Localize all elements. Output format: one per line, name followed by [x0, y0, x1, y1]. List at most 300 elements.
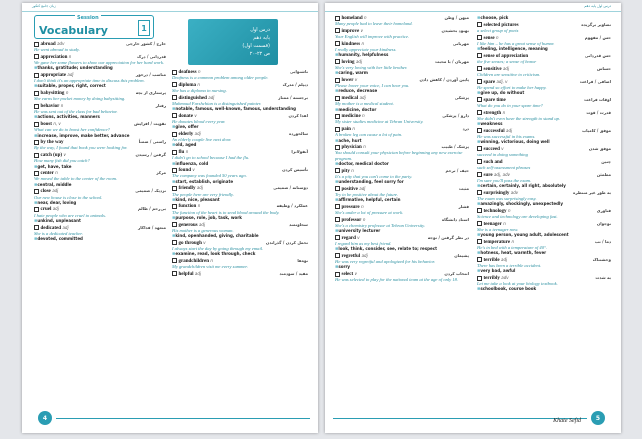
running-title: زبان جامع کنکور — [32, 4, 56, 8]
checkbox-square-icon — [172, 271, 177, 276]
checkbox-square-icon — [477, 97, 482, 102]
persian-meaning: راستی / ضمناً — [138, 139, 166, 145]
headword: medical — [341, 96, 359, 102]
vocab-entry — [172, 167, 308, 184]
vocab-entry — [477, 66, 611, 77]
checkbox-square-icon — [172, 222, 177, 227]
example-sentence: He's in bed with a temperature of 40°. — [477, 245, 548, 251]
headword: helpful — [178, 271, 194, 277]
example-sentence: He was successful in his exams. — [477, 133, 536, 139]
part-of-speech: adj — [62, 224, 69, 230]
persian-meaning: تصاویر برگزیده — [581, 21, 611, 27]
checkbox-square-icon — [172, 204, 177, 209]
example-sentence: I like him – he has a great sense of humor. — [477, 40, 555, 46]
part-of-speech: adj, v — [496, 78, 508, 84]
example-sentence: She is a dedicated teacher. — [34, 230, 83, 236]
headword: temperature — [483, 239, 511, 245]
vocab-column — [477, 15, 611, 417]
top-band — [325, 3, 621, 12]
example-sentence: My mother is a medical student. — [335, 101, 394, 107]
part-of-speech: n — [210, 257, 213, 263]
synonyms: ≡ purpose, role, job, task, work — [172, 215, 308, 220]
persian-meaning: حس قدردانی — [584, 52, 611, 58]
vocab-entry — [172, 185, 308, 202]
vocab-column — [172, 69, 308, 421]
headword: grandchildren — [178, 258, 209, 264]
checkbox-square-icon — [477, 190, 482, 195]
checkbox-square-icon — [477, 239, 482, 244]
headword: pity — [341, 168, 350, 174]
headword: selected pictures — [483, 22, 519, 28]
vocab-entry — [477, 172, 611, 189]
persian-meaning: حیف / ترحم — [445, 167, 469, 173]
vocab-column — [335, 15, 469, 417]
example-sentence: She's under a lot of pressure at work. — [335, 210, 404, 215]
vocab-entry — [335, 235, 469, 252]
vocab-entry — [335, 217, 469, 234]
checkbox-square-icon — [34, 207, 39, 212]
vocab-entry — [34, 225, 166, 242]
headword: dedicated — [40, 225, 62, 231]
headword: strength — [483, 110, 502, 116]
vocab-entry — [34, 188, 166, 205]
part-of-speech: n — [185, 149, 189, 155]
example-sentence: By the way, I found that book you were looking for. — [34, 145, 128, 151]
example-sentence: My sister studies medicine at Tehran University. — [335, 119, 424, 125]
part-of-speech: v — [360, 27, 363, 33]
persian-meaning: اهدا کردن — [288, 112, 308, 118]
footer-line — [333, 418, 587, 419]
part-of-speech: n — [362, 113, 365, 119]
persian-meaning: اوقات فراغت — [584, 96, 611, 102]
persian-meaning: تقویت / افزایش — [134, 121, 166, 127]
example-sentence: He spend so effort to make her happy. — [477, 84, 547, 90]
vocab-entry — [335, 204, 469, 215]
checkbox-square-icon — [172, 168, 177, 173]
persian-meaning: دما / تب — [594, 238, 611, 244]
vocab-entry — [477, 35, 611, 52]
vocabulary-banner — [34, 15, 154, 39]
checkbox-square-icon — [477, 53, 482, 58]
part-of-speech: adv — [510, 189, 519, 195]
headword: sense — [483, 35, 495, 41]
vocab-entry — [172, 203, 308, 220]
persian-meaning: قدرت / قوت — [586, 109, 611, 115]
part-of-speech: v — [192, 167, 195, 173]
part-of-speech: adj — [194, 270, 202, 276]
synonyms: ≡ devoted, committed — [34, 236, 166, 241]
part-of-speech: n — [68, 53, 72, 59]
persian-meaning: ناشنوایی — [290, 69, 308, 74]
persian-meaning: مهربانی — [452, 40, 469, 46]
example-sentence: He donates blood every year. — [172, 119, 226, 125]
headword: teenager — [483, 221, 502, 227]
top-band — [22, 3, 318, 12]
example-sentence: a select group of poets — [477, 27, 519, 33]
persian-meaning: آنفولانزا — [291, 149, 308, 155]
example-sentence: We gave her some flowers to show our appreciation for her hard work. — [34, 60, 165, 66]
checkbox-square-icon — [172, 113, 177, 118]
part-of-speech: adj — [506, 127, 513, 133]
example-sentence: The company was founded 50 years ago. — [172, 173, 247, 179]
headword: found — [178, 168, 192, 174]
vocab-entry — [34, 206, 166, 223]
example-sentence: She's a chemistry professor at Tehran University. — [335, 222, 426, 228]
example-sentence: I always start the day by going through my email. — [172, 245, 264, 251]
example-sentence: The function of the heart is to send blood around the body. — [172, 209, 280, 215]
headword: catch (up) — [40, 153, 63, 159]
synonyms: ≡ central, middle — [34, 182, 166, 187]
example-sentence: I really appreciate your kindness. — [335, 47, 397, 53]
persian-meaning: مفید / سودمند — [279, 270, 308, 276]
headword: professor — [341, 217, 362, 223]
part-of-speech: adj — [208, 94, 215, 100]
headword: positive — [341, 186, 358, 192]
persian-meaning: دیپلم / مدرک — [282, 81, 308, 87]
session-label: Session — [77, 15, 99, 21]
persian-meaning: عملکرد / وظیفه — [276, 203, 308, 209]
example-sentence: What do you do in your spare time? — [477, 102, 543, 108]
example-sentence: I don't think it's an appropriate time to discuss this problem. — [34, 78, 145, 84]
example-sentence: She's very loving with her little brother. — [335, 65, 408, 71]
vocab-entry — [34, 121, 166, 138]
example-sentence: You should consult your physician before beginning any new exercise program. — [335, 150, 463, 161]
part-of-speech: n — [507, 207, 511, 213]
left-page — [22, 3, 318, 433]
vocab-entry — [477, 53, 611, 64]
example-sentence: He was very regretful and apologized for his behavior. — [335, 259, 436, 265]
headword: medicine — [341, 114, 361, 120]
headword: pain — [341, 127, 351, 133]
headword: successful — [483, 128, 505, 134]
persian-meaning: تأسیس کردن — [282, 167, 308, 173]
checkbox-square-icon — [477, 257, 482, 262]
vocab-entry — [335, 126, 469, 143]
vocab-entry — [335, 59, 469, 76]
synonyms: ≡ ache, hurt — [335, 138, 469, 143]
headword: distinguished — [178, 95, 207, 101]
headword: spare — [483, 79, 496, 85]
headword: spare time — [483, 97, 506, 103]
part-of-speech: adj — [52, 188, 59, 194]
headword: babysitting — [40, 91, 65, 97]
vocab-entry — [172, 271, 308, 277]
synonyms: ≡ get, have, take — [34, 164, 166, 169]
vocab-entry — [477, 257, 611, 274]
example-sentence: The people here are very friendly. — [172, 191, 234, 197]
checkbox-square-icon — [477, 79, 482, 84]
vocab-entry — [34, 90, 166, 101]
synonyms: ≡ certain, certainly, all right, absolutely — [477, 183, 611, 188]
vocab-entry — [477, 110, 611, 127]
part-of-speech: adj — [198, 221, 206, 227]
checkbox-square-icon — [477, 276, 482, 281]
persian-meaning: دوستانه / صمیمی — [273, 185, 308, 191]
headword: pressure — [341, 204, 360, 210]
checkbox-square-icon — [477, 22, 482, 27]
headword: go through — [178, 240, 202, 246]
synonyms: ≡ near, dear, loving — [34, 200, 166, 205]
example-sentence: We moved the table to the center of the room. — [34, 176, 118, 182]
vocab-entry — [172, 258, 308, 269]
part-of-speech: adj — [355, 58, 363, 64]
persian-meaning: به شدت — [595, 275, 611, 281]
synonyms: ≡ give, offer — [172, 124, 308, 129]
persian-meaning: پایین آوردن / کاهش دادن — [419, 77, 469, 83]
headword: regard — [341, 235, 356, 241]
part-of-speech: v — [63, 152, 66, 158]
checkbox-square-icon — [335, 59, 340, 64]
headword: friendly — [178, 186, 196, 192]
headword: physician — [341, 145, 362, 151]
running-title: درس اول پایه دهم — [584, 4, 611, 8]
checkbox-square-icon — [172, 150, 177, 155]
persian-meaning: اضافی / فراغت — [579, 78, 611, 84]
persian-meaning: مهربان / با محبت — [435, 58, 469, 64]
synonyms: ≡ old, aged — [172, 142, 308, 147]
vocab-entry — [335, 41, 469, 58]
persian-meaning: سالخورده — [288, 131, 308, 137]
synonyms: ≡ affirmative, helpful, certain — [335, 197, 469, 202]
example-sentence: Mahmoud Farshchian is a distinguished painter. — [172, 101, 262, 107]
vocab-entry — [477, 97, 611, 108]
persian-meaning: سخاوتمند — [289, 221, 308, 227]
part-of-speech: v — [501, 145, 504, 151]
synonyms: ≡ choose, pick — [477, 15, 611, 20]
vocab-entry — [477, 159, 611, 170]
synonyms: ≡ thanks, gratitude; understanding — [34, 65, 166, 70]
persian-meaning: پرستاری از بچه — [135, 90, 166, 96]
synonyms: ≡ notable, famous, well-known, famous, understanding — [172, 106, 308, 111]
checkbox-square-icon — [335, 186, 340, 191]
example-sentence: Many people had to leave their homeland. — [335, 21, 413, 27]
synonyms: ≡ examine, read, look through, check — [172, 251, 308, 256]
vocab-entry — [335, 144, 469, 166]
page-number: 5 — [591, 411, 605, 425]
persian-meaning: مرکز — [156, 170, 166, 176]
vocab-entry — [34, 103, 166, 120]
synonyms: ≡ doctor, medical doctor — [335, 161, 469, 166]
part-of-speech: n — [503, 220, 506, 226]
synonyms: ≡ unkind, unpleasant — [34, 218, 166, 223]
checkbox-square-icon — [335, 16, 340, 21]
vocab-entry — [477, 239, 611, 256]
checkbox-square-icon — [34, 122, 39, 127]
persian-meaning: خارج / کشور خارجی — [125, 41, 166, 46]
synonyms: ≡ give up, do without — [477, 90, 611, 95]
example-sentence: I didn't go to school because I had the flu. — [172, 155, 250, 161]
example-sentence: Let me take a look at your biology textbook. — [477, 281, 558, 287]
headword: improve — [341, 28, 360, 34]
persian-meaning: برجسته / ممتاز — [278, 94, 308, 100]
headword: diploma — [178, 82, 197, 88]
example-sentence: Try to be positive about the future. — [335, 191, 399, 197]
checkbox-square-icon — [477, 66, 482, 71]
checkbox-square-icon — [335, 204, 340, 209]
part-of-speech: n — [362, 216, 366, 222]
checkbox-square-icon — [477, 128, 482, 133]
headword: elderly — [178, 132, 194, 138]
headword: kindness — [341, 41, 361, 47]
headword: terrible — [483, 257, 500, 263]
vocab-entry — [34, 170, 166, 187]
part-of-speech: n — [55, 170, 58, 176]
vocab-entry — [34, 152, 166, 169]
persian-meaning: پزشکی — [454, 95, 469, 101]
checkbox-square-icon — [335, 145, 340, 150]
vocab-entry — [172, 149, 308, 166]
persian-meaning: چنین — [601, 158, 611, 164]
checkbox-square-icon — [34, 189, 39, 194]
checkbox-square-icon — [335, 217, 340, 222]
right-page — [325, 3, 621, 433]
checkbox-square-icon — [477, 146, 482, 151]
headword: sense of appreciation — [483, 53, 529, 59]
session-number: 1 — [138, 20, 150, 36]
persian-meaning: تحمل کردن / گذراندن — [265, 239, 308, 245]
synonyms: ≡ young person, young adult, adolescent — [477, 232, 611, 237]
example-sentence: The exam was surprisingly easy. — [477, 195, 537, 201]
checkbox-square-icon — [335, 28, 340, 33]
synonyms: ≡ kind, nice, pleasant — [172, 197, 308, 202]
checkbox-square-icon — [34, 42, 39, 47]
headword: by the way — [40, 140, 64, 146]
synonyms: ≡ look, think, consider, see, relate to; respect — [335, 246, 469, 251]
synonyms: ≡ sorry — [335, 264, 469, 269]
persian-meaning: مناسب / درخور — [135, 72, 166, 78]
part-of-speech: n — [363, 144, 366, 150]
headword: homeland — [341, 16, 363, 21]
vocab-entry — [172, 131, 308, 148]
vocab-entry — [477, 190, 611, 207]
synonyms: ≡ feeling, intelligence, meaning — [477, 46, 611, 51]
persian-meaning: وحشتناک — [592, 256, 611, 262]
persian-meaning: فناوری — [596, 207, 611, 213]
example-sentence: She has a diploma in nursing. — [172, 88, 227, 94]
checkbox-square-icon — [34, 153, 39, 158]
headword: flu — [178, 150, 185, 156]
checkbox-square-icon — [477, 221, 482, 226]
vocab-entry — [335, 15, 469, 26]
example-sentence: the five senses; a sense of honor — [477, 58, 537, 64]
example-sentence: I'm sure you'll pass the exam. — [477, 177, 532, 183]
checkbox-square-icon — [335, 235, 340, 240]
persian-meaning: پزشک / طبیب — [441, 144, 469, 150]
checkbox-square-icon — [477, 208, 482, 213]
example-sentence: He was selected to play for the national team at the age of only 18. — [335, 277, 459, 283]
part-of-speech: adj — [361, 252, 368, 258]
checkbox-square-icon — [477, 172, 482, 177]
headword: appropriate — [40, 73, 66, 79]
vocab-entry — [477, 128, 611, 145]
example-sentence: Our new house is close to the school. — [34, 194, 103, 200]
headword: succeed — [483, 146, 500, 152]
example-sentence: Deafness is a common problem among older people. — [172, 75, 269, 81]
lesson-line: ص ۲۲-۲۰ — [249, 51, 270, 57]
example-sentence: Your English will improve with practice. — [335, 34, 410, 40]
synonyms: ≡ winning, victorious, doing well — [477, 139, 611, 144]
checkbox-square-icon — [172, 95, 177, 100]
headword: deafness — [178, 70, 197, 75]
checkbox-square-icon — [34, 171, 39, 176]
part-of-speech: adj — [52, 206, 59, 212]
part-of-speech: adj — [194, 131, 201, 137]
headword: sensitive — [483, 66, 502, 72]
part-of-speech: n — [496, 34, 499, 40]
part-of-speech: v — [354, 77, 358, 83]
headword: appreciation — [40, 54, 68, 60]
checkbox-square-icon — [335, 78, 340, 83]
persian-meaning: حساس — [597, 65, 611, 71]
vocab-entry — [477, 275, 611, 292]
persian-meaning: استاد دانشگاه — [441, 216, 469, 222]
persian-meaning: دارو / پزشکی — [442, 113, 469, 119]
checkbox-square-icon — [34, 104, 39, 109]
vocab-entry — [477, 15, 611, 20]
synonyms: ≡ start, establish, originate — [172, 179, 308, 184]
vocab-entry — [34, 54, 166, 71]
persian-meaning: موفق / کامیاب — [582, 127, 611, 133]
persian-meaning: قدردانی / درک — [137, 53, 166, 59]
part-of-speech: n — [352, 126, 355, 132]
part-of-speech: adj — [67, 72, 74, 78]
headword: behavior — [40, 104, 60, 110]
part-of-speech: v — [354, 271, 357, 277]
part-of-speech: adj — [501, 256, 508, 262]
synonyms: ≡ reduce, decrease — [335, 88, 469, 93]
headword: such and — [483, 159, 503, 165]
persian-meaning: فشار — [458, 203, 469, 209]
vocab-entry — [477, 79, 611, 96]
synonyms: ≡ kind, openhanded, giving, charitable — [172, 233, 308, 238]
example-sentence: She earns her pocket money by doing babysitting. — [34, 96, 126, 102]
example-sentence: I regard him as my best friend. — [335, 241, 392, 247]
example-sentence: Science and technology are developing fast. — [477, 214, 558, 219]
vocab-entry — [335, 113, 469, 124]
headword: function — [178, 204, 197, 210]
part-of-speech: n — [197, 203, 201, 209]
lesson-line: (قسمت اول) — [242, 43, 270, 49]
checkbox-square-icon — [34, 54, 39, 59]
part-of-speech: adj — [359, 95, 366, 101]
vocab-entry — [335, 253, 469, 270]
persian-meaning: انتخاب کردن — [444, 271, 469, 277]
author-signature: Khate Sefid — [553, 418, 581, 424]
part-of-speech: n — [197, 69, 201, 74]
part-of-speech: n — [364, 15, 367, 20]
checkbox-square-icon — [172, 82, 177, 87]
vocab-entry — [172, 222, 308, 239]
vocab-entry — [172, 95, 308, 112]
part-of-speech: adj — [502, 65, 510, 71]
synonyms: ≡ understanding, feel sorry for — [335, 179, 469, 184]
checkbox-square-icon — [335, 127, 340, 132]
part-of-speech: adj — [359, 185, 366, 191]
example-sentence: I hate people who are cruel to animals. — [34, 212, 107, 218]
part-of-speech: v — [357, 234, 360, 240]
vocabulary-title: Vocabulary — [39, 24, 108, 37]
lesson-line: پایه دهم — [253, 35, 270, 41]
part-of-speech: adj — [196, 185, 203, 191]
headword: sure — [483, 172, 493, 178]
persian-meaning: به طور غیر منتظره — [572, 189, 611, 195]
checkbox-square-icon — [34, 73, 39, 78]
checkbox-square-icon — [477, 110, 482, 115]
checkbox-square-icon — [335, 114, 340, 119]
headword: technology — [483, 208, 507, 214]
persian-meaning: میهن / وطن — [444, 15, 469, 20]
vocab-entry — [34, 41, 166, 52]
